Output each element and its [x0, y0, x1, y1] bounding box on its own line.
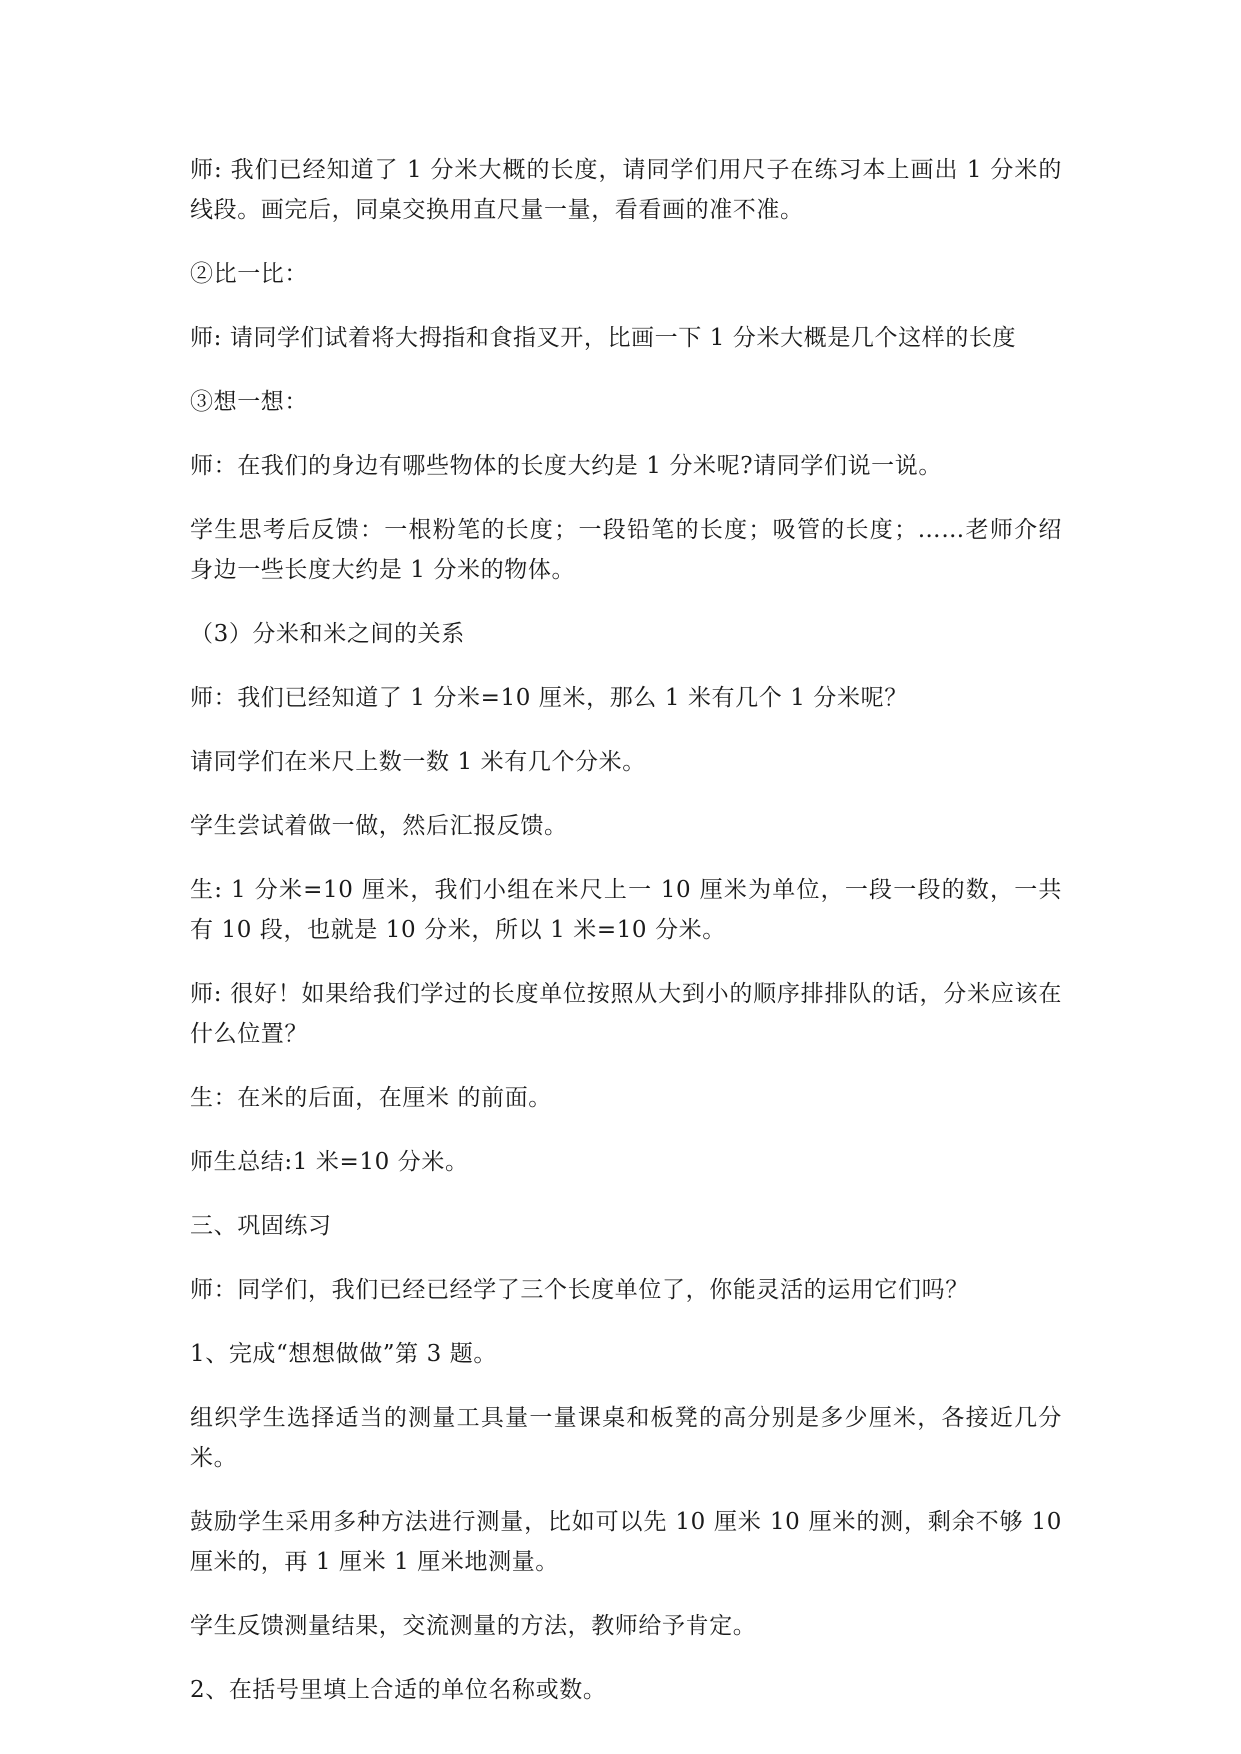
exercise-item-1: 1、完成“想想做做”第 3 题。 — [190, 1341, 498, 1367]
paragraph-student-try: 学生尝试着做一做，然后汇报反馈。 — [190, 813, 568, 839]
paragraph-student-answer: 生: 1 分米=10 厘米，我们小组在米尺上一 10 厘米为单位，一段一段的数，一共有 10 段，也就是 10 分米，所以 1 米=10 分米。 — [190, 877, 1062, 943]
document-page — [190, 150, 1062, 1734]
paragraph-teacher-practice-intro: 师：同学们，我们已经已经学了三个长度单位了，你能灵活的运用它们吗？ — [190, 1277, 969, 1303]
paragraph-teacher-objects-question: 师：在我们的身边有哪些物体的长度大约是 1 分米呢?请同学们说一说。 — [190, 453, 942, 479]
paragraph-summary: 师生总结:1 米=10 分米。 — [190, 1149, 469, 1175]
subheading-think: ③想一想： — [190, 389, 308, 415]
paragraph-teacher-draw-line: 师: 我们已经知道了 1 分米大概的长度，请同学们用尺子在练习本上画出 1 分米的线段。画完后，同桌交换用直尺量一量，看看画的准不准。 — [190, 157, 1062, 223]
paragraph-encourage-methods: 鼓励学生采用多种方法进行测量，比如可以先 10 厘米 10 厘米的测，剩余不够 10 厘米的，再 1 厘米 1 厘米地测量。 — [190, 1509, 1062, 1575]
paragraph-student-position: 生：在米的后面，在厘米 的前面。 — [190, 1085, 552, 1111]
paragraph-teacher-question-meter: 师：我们已经知道了 1 分米=10 厘米，那么 1 米有几个 1 分米呢？ — [190, 685, 908, 711]
section-heading-dm-m-relation: （3）分米和米之间的关系 — [190, 621, 465, 647]
paragraph-student-feedback: 学生思考后反馈：一根粉笔的长度；一段铅笔的长度；吸管的长度；……老师介绍身边一些长度大约是 1 分米的物体。 — [190, 517, 1062, 583]
section-heading-practice: 三、巩固练习 — [190, 1213, 332, 1239]
paragraph-measure-desk: 组织学生选择适当的测量工具量一量课桌和板凳的高分别是多少厘米，各接近几分米。 — [190, 1405, 1062, 1471]
paragraph-count-on-ruler: 请同学们在米尺上数一数 1 米有几个分米。 — [190, 749, 646, 775]
paragraph-teacher-ordering: 师: 很好！如果给我们学过的长度单位按照从大到小的顺序排排队的话，分米应该在什么位置？ — [190, 981, 1062, 1047]
exercise-item-2: 2、在括号里填上合适的单位名称或数。 — [190, 1677, 607, 1703]
subheading-compare: ②比一比： — [190, 261, 308, 287]
paragraph-teacher-finger-span: 师: 请同学们试着将大拇指和食指叉开，比画一下 1 分米大概是几个这样的长度 — [190, 325, 1017, 351]
paragraph-feedback-results: 学生反馈测量结果，交流测量的方法，教师给予肯定。 — [190, 1613, 757, 1639]
